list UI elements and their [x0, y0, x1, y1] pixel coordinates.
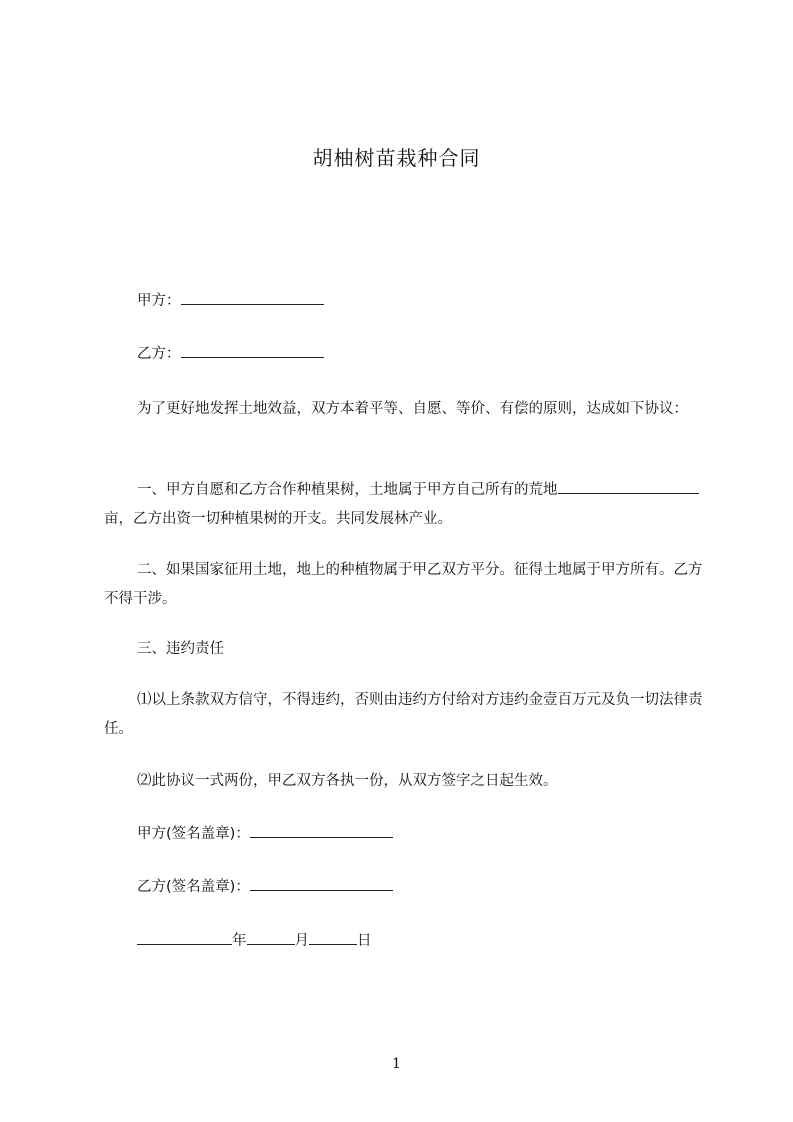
clause-1-text-b: 亩，乙方出资一切种植果树的开支。共同发展林产业。 [104, 511, 452, 527]
clause-1-text-a: 一、甲方自愿和乙方合作种植果树，土地属于甲方自己所有的荒地 [137, 482, 558, 498]
clause-3-heading: 三、违约责任 [137, 641, 224, 657]
intro-paragraph: 为了更好地发挥土地效益，双方本着平等、自愿、等价、有偿的原则，达成如下协议： [137, 401, 688, 417]
sign-a-line [137, 823, 393, 845]
party-a-blank[interactable] [181, 290, 324, 305]
clause-2-paragraph: 二、如果国家征用土地，地上的种植物属于甲乙双方平分。征得土地属于甲方所有。乙方不得干涉。 [104, 562, 703, 607]
clause-3-item-2: ⑵此协议一式两份，甲乙双方各执一份，从双方签字之日起生效。 [137, 773, 558, 789]
party-b-blank[interactable] [181, 343, 324, 358]
year-blank[interactable] [137, 930, 232, 945]
day-label: 日 [357, 933, 372, 949]
sign-a-label: 甲方(签名盖章)： [137, 826, 250, 842]
party-a-line [137, 290, 324, 312]
party-a-label: 甲方： [137, 293, 181, 309]
clause-3-item-1: ⑴以上条款双方信守，不得违约，否则由违约方付给对方违约金壹百万元及负一切法律责任。 [104, 692, 703, 737]
date-line [137, 930, 372, 952]
month-label: 月 [294, 933, 309, 949]
day-blank[interactable] [309, 930, 357, 945]
sign-b-label: 乙方(签名盖章)： [137, 879, 250, 895]
page-number: 1 [392, 1056, 401, 1072]
party-b-label: 乙方： [137, 346, 181, 362]
sign-a-blank[interactable] [250, 823, 393, 838]
document-title: 胡柚树苗栽种合同 [312, 146, 481, 170]
month-blank[interactable] [247, 930, 295, 945]
year-label: 年 [232, 933, 247, 949]
clause-1-paragraph [104, 476, 704, 534]
land-area-blank-2[interactable] [653, 479, 699, 494]
party-b-line [137, 343, 324, 365]
sign-b-blank[interactable] [250, 876, 393, 891]
sign-b-line [137, 876, 393, 898]
land-area-blank-1[interactable] [558, 479, 653, 494]
